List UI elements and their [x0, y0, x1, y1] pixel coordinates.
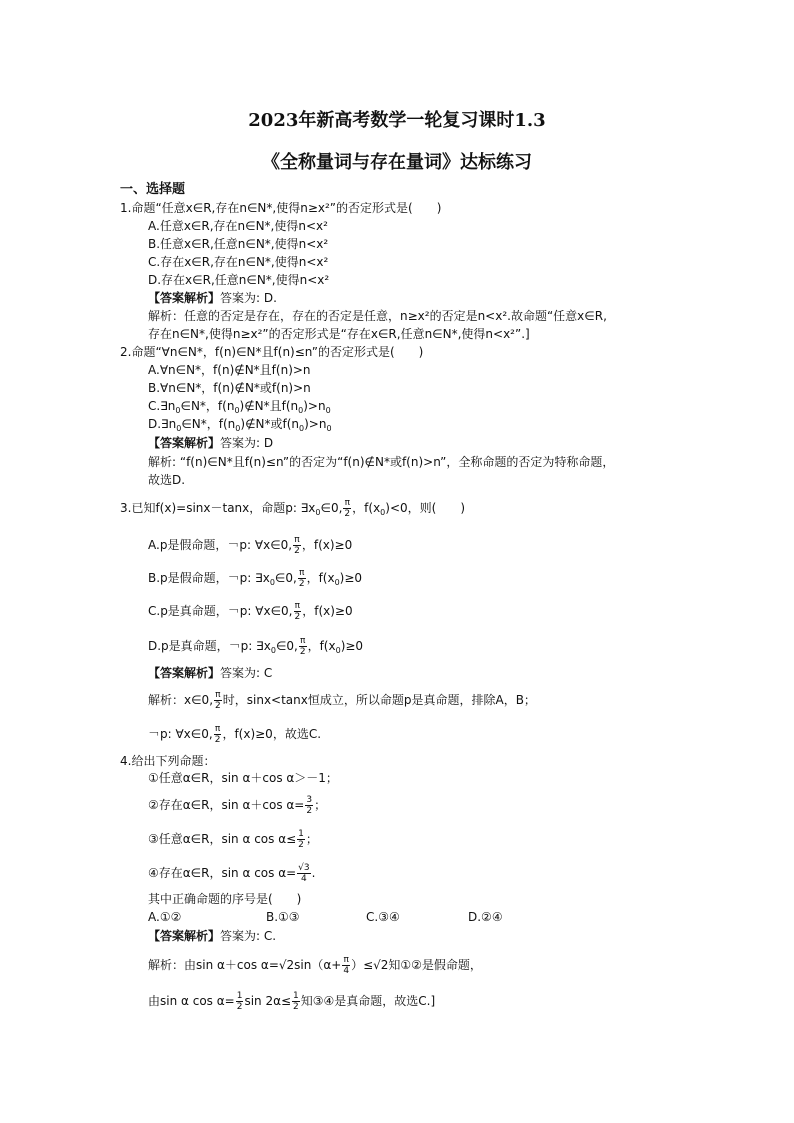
q4-option-c: C.③④ [366, 910, 400, 924]
q4-stem: 4.给出下列命题： [120, 754, 216, 768]
q4-option-d: D.②④ [468, 910, 503, 924]
q1-option-a: A.任意x∈R,存在n∈N*,使得n<x² [148, 219, 328, 233]
q3-explanation-line1: 解析：x∈0, $\frac{\pi}{2}$ 时，sinx<tanx恒成立，所以命题p是真命题，排除A，B； [148, 690, 536, 711]
q4-proposition-3: ③任意α∈R，sin α cos α≤ $\frac{1}{2}$ ； [148, 829, 318, 850]
document-title: 2023年新高考数学一轮复习课时1.3 [248, 110, 546, 131]
q4-explanation-line2: 由sin α cos α= $\frac{1}{2}$ sin 2α≤ $\frac{1}{2}$ 知③④是真命题，故选C.] [148, 991, 436, 1012]
q3-explanation-line2: ￢p: ∀x∈0, $\frac{\pi}{2}$ ，f(x)≥0，故选C. [148, 724, 322, 745]
q1-stem: 1.命题“任意x∈R,存在n∈N*,使得n≥x²”的否定形式是( ) [120, 201, 442, 215]
q2-option-a: A.∀n∈N*，f(n)∉N*且f(n)>n [148, 363, 311, 377]
q4-question: 其中正确命题的序号是( ) [148, 892, 302, 906]
q4-option-a: A.①② [148, 910, 182, 924]
q2-answer: 【答案解析】答案为: D [148, 436, 274, 450]
q4-proposition-2: ②存在α∈R，sin α＋cos α= $\frac{3}{2}$ ； [148, 795, 327, 816]
q1-answer [148, 291, 277, 306]
q1-answer-value: 答案为: D. [220, 291, 277, 305]
q1-explanation-line1: 解析：任意的否定是存在，存在的否定是任意，n≥x²的否定是n<x².故命题“任意x∈R, [148, 309, 607, 323]
answer-tag: 【答案解析】 [148, 291, 221, 305]
q4-option-b: B.①③ [266, 910, 300, 924]
q4-explanation-line1: 解析：由sin α＋cos α=√2sin（α+ $\frac{\pi}{4}$ ）≤√2知①②是假命题， [148, 955, 482, 976]
section-heading: 一、选择题 [120, 182, 186, 197]
q2-explanation-line2: 故选D. [148, 473, 186, 487]
q2-explanation-line1: 解析: “f(n)∈N*且f(n)≤n”的否定为“f(n)∉N*或f(n)>n”，全称命题的否定为特称命题， [148, 455, 615, 469]
q3-option-d: D.p是真命题，￢p: $\exists x_0\in 0$, $\frac{\pi}{2}$ ，$f(x_0)\ge 0$ [148, 636, 364, 657]
q2-stem: 2.命题“∀n∈N*，f(n)∈N*且f(n)≤n”的否定形式是( ) [120, 345, 424, 359]
q1-option-c: C.存在x∈R,存在n∈N*,使得n<x² [148, 255, 329, 269]
q1-option-b: B.任意x∈R,任意n∈N*,使得n<x² [148, 237, 329, 251]
q3-answer: 【答案解析】答案为: C [148, 666, 273, 680]
q1-explanation-line2: 存在n∈N*,使得n≥x²”的否定形式是“存在x∈R,任意n∈N*,使得n<x²”.] [148, 327, 530, 341]
q3-stem: 3.已知f(x)=sinx－tanx，命题p: $\exists x_0\in 0$, $\frac{\pi}{2}$ ，$f(x_0)<0$，则( ) [120, 498, 466, 519]
q1-option-d: D.存在x∈R,任意n∈N*,使得n<x² [148, 273, 330, 287]
fraction-pi-over-2: $\frac{\pi}{2}$ [344, 498, 351, 519]
q2-option-b: B.∀n∈N*，f(n)∉N*或f(n)>n [148, 381, 311, 395]
q3-option-b: B.p是假命题，￢p: $\exists x_0\in 0$, $\frac{\pi}{2}$ ，$f(x_0)\ge 0$ [148, 568, 363, 589]
document-subtitle: 《全称量词与存在量词》达标练习 [262, 152, 532, 173]
q4-answer: 【答案解析】答案为: C. [148, 929, 277, 943]
q4-proposition-1: ①任意α∈R，sin α＋cos α＞－1； [148, 771, 338, 785]
q3-option-a: A.p是假命题，￢p: ∀x∈0, $\frac{\pi}{2}$ ，f(x)≥0 [148, 535, 353, 556]
q3-option-c: C.p是真命题，￢p: ∀x∈0, $\frac{\pi}{2}$ ，f(x)≥0 [148, 601, 353, 622]
q2-option-d: $D.\exists n_0\in N*$，$f(n_0)\notin N*$或$f(n_0)>n_0$ [148, 417, 332, 433]
q4-proposition-4: ④存在α∈R，sin α cos α= $\frac{√3}{4}$ . [148, 863, 316, 884]
q2-option-c: $C.\exists n_0\in N*$，$f(n_0)\notin N*$且$f(n_0)>n_0$ [148, 399, 331, 415]
